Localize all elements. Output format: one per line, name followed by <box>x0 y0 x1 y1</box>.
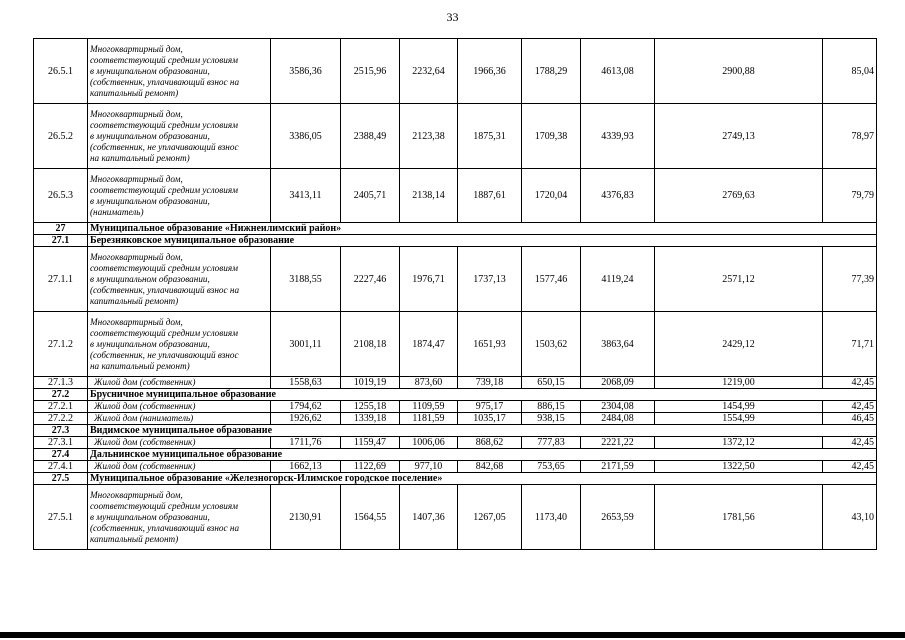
table-row <box>34 437 877 449</box>
value-cell: 1035,17 <box>458 413 522 425</box>
housing-type-description <box>88 485 271 550</box>
value-cell: 1109,59 <box>400 401 458 413</box>
value-cell: 2749,13 <box>655 104 823 169</box>
value-cell: 42,45 <box>823 461 877 473</box>
value-cell: 71,71 <box>823 312 877 377</box>
row-number: 27.2.1 <box>34 401 88 413</box>
value-cell: 739,18 <box>458 377 522 389</box>
description-line: соответствующий средним условиям <box>90 327 238 338</box>
value-cell: 777,83 <box>522 437 581 449</box>
value-cell: 2769,63 <box>655 169 823 223</box>
value-cell: 2130,91 <box>271 485 341 550</box>
description-line: Жилой дом (собственник) <box>94 377 196 387</box>
row-number: 27.1.1 <box>34 247 88 312</box>
value-cell: 4339,93 <box>581 104 655 169</box>
row-number: 27.4 <box>34 449 88 461</box>
value-cell: 2405,71 <box>341 169 400 223</box>
row-number: 27.1.3 <box>34 377 88 389</box>
description-line: (собственник, уплачивающий взнос на <box>90 522 240 533</box>
description-line: капитальный ремонт) <box>90 87 179 98</box>
section-title: Дальнинское муниципальное образование <box>88 449 877 461</box>
section-title: Березняковское муниципальное образование <box>88 235 877 247</box>
description-line: (наниматель) <box>90 206 144 217</box>
row-number: 27.3.1 <box>34 437 88 449</box>
description-line: соответствующий средним условиям <box>90 262 238 273</box>
value-cell: 1564,55 <box>341 485 400 550</box>
value-cell: 2571,12 <box>655 247 823 312</box>
value-cell: 4613,08 <box>581 39 655 104</box>
value-cell: 1181,59 <box>400 413 458 425</box>
description-line: в муниципальном образовании, <box>90 130 210 141</box>
description-line: (собственник, уплачивающий взнос на <box>90 284 240 295</box>
table-row <box>34 461 877 473</box>
value-cell: 650,15 <box>522 377 581 389</box>
description-line: Многоквартирный дом, <box>90 173 183 184</box>
housing-type-description <box>88 377 271 389</box>
value-cell: 3001,11 <box>271 312 341 377</box>
value-cell: 2232,64 <box>400 39 458 104</box>
table-row <box>34 485 877 550</box>
value-cell: 2515,96 <box>341 39 400 104</box>
value-cell: 1173,40 <box>522 485 581 550</box>
description-line: в муниципальном образовании, <box>90 65 210 76</box>
value-cell: 3386,05 <box>271 104 341 169</box>
value-cell: 1709,38 <box>522 104 581 169</box>
value-cell: 79,79 <box>823 169 877 223</box>
row-number: 27.1 <box>34 235 88 247</box>
value-cell: 1875,31 <box>458 104 522 169</box>
description-line: в муниципальном образовании, <box>90 195 210 206</box>
description-line: соответствующий средним условиям <box>90 54 238 65</box>
description-line: на капитальный ремонт) <box>90 152 190 163</box>
value-cell: 1720,04 <box>522 169 581 223</box>
description-line: Многоквартирный дом, <box>90 251 183 262</box>
table-row <box>34 413 877 425</box>
value-cell: 977,10 <box>400 461 458 473</box>
row-number: 27.3 <box>34 425 88 437</box>
description-line: (собственник, уплачивающий взнос на <box>90 76 240 87</box>
table-row <box>34 401 877 413</box>
value-cell: 1788,29 <box>522 39 581 104</box>
value-cell: 2221,22 <box>581 437 655 449</box>
value-cell: 2653,59 <box>581 485 655 550</box>
table-row <box>34 169 877 223</box>
description-line: капитальный ремонт) <box>90 533 179 544</box>
value-cell: 1976,71 <box>400 247 458 312</box>
description-line: в муниципальном образовании, <box>90 511 210 522</box>
value-cell: 4119,24 <box>581 247 655 312</box>
section-title: Видимское муниципальное образование <box>88 425 877 437</box>
value-cell: 975,17 <box>458 401 522 413</box>
value-cell: 1577,46 <box>522 247 581 312</box>
value-cell: 2123,38 <box>400 104 458 169</box>
value-cell: 43,10 <box>823 485 877 550</box>
row-number: 26.5.1 <box>34 39 88 104</box>
value-cell: 42,45 <box>823 377 877 389</box>
value-cell: 1372,12 <box>655 437 823 449</box>
section-row <box>34 235 877 247</box>
value-cell: 3586,36 <box>271 39 341 104</box>
value-cell: 873,60 <box>400 377 458 389</box>
value-cell: 1122,69 <box>341 461 400 473</box>
value-cell: 42,45 <box>823 437 877 449</box>
value-cell: 85,04 <box>823 39 877 104</box>
value-cell: 1255,18 <box>341 401 400 413</box>
housing-type-description <box>88 247 271 312</box>
description-line: Многоквартирный дом, <box>90 43 183 54</box>
value-cell: 1874,47 <box>400 312 458 377</box>
value-cell: 1781,56 <box>655 485 823 550</box>
value-cell: 1267,05 <box>458 485 522 550</box>
description-line: соответствующий средним условиям <box>90 184 238 195</box>
row-number: 27.5.1 <box>34 485 88 550</box>
row-number: 26.5.2 <box>34 104 88 169</box>
description-line: на капитальный ремонт) <box>90 360 190 371</box>
section-title: Брусничное муниципальное образование <box>88 389 877 401</box>
row-number: 27 <box>34 223 88 235</box>
description-line: (собственник, не уплачивающий взнос <box>90 349 239 360</box>
value-cell: 1407,36 <box>400 485 458 550</box>
row-number: 27.1.2 <box>34 312 88 377</box>
value-cell: 2304,08 <box>581 401 655 413</box>
section-row <box>34 223 877 235</box>
value-cell: 2068,09 <box>581 377 655 389</box>
value-cell: 46,45 <box>823 413 877 425</box>
tariff-table <box>33 38 877 550</box>
value-cell: 842,68 <box>458 461 522 473</box>
housing-type-description <box>88 461 271 473</box>
description-line: Жилой дом (собственник) <box>94 437 196 447</box>
housing-type-description <box>88 437 271 449</box>
value-cell: 2900,88 <box>655 39 823 104</box>
value-cell: 1711,76 <box>271 437 341 449</box>
value-cell: 2108,18 <box>341 312 400 377</box>
value-cell: 1887,61 <box>458 169 522 223</box>
value-cell: 3188,55 <box>271 247 341 312</box>
description-line: капитальный ремонт) <box>90 295 179 306</box>
value-cell: 1339,18 <box>341 413 400 425</box>
value-cell: 886,15 <box>522 401 581 413</box>
housing-type-description <box>88 312 271 377</box>
table-row <box>34 312 877 377</box>
value-cell: 42,45 <box>823 401 877 413</box>
description-line: Многоквартирный дом, <box>90 316 183 327</box>
bottom-border <box>0 632 905 638</box>
value-cell: 1926,62 <box>271 413 341 425</box>
section-title: Муниципальное образование «Железногорск-Илимское городское поселение» <box>88 473 877 485</box>
value-cell: 2388,49 <box>341 104 400 169</box>
value-cell: 1019,19 <box>341 377 400 389</box>
description-line: соответствующий средним условиям <box>90 500 238 511</box>
value-cell: 2227,46 <box>341 247 400 312</box>
section-row <box>34 389 877 401</box>
description-line: Многоквартирный дом, <box>90 108 183 119</box>
value-cell: 1737,13 <box>458 247 522 312</box>
value-cell: 2429,12 <box>655 312 823 377</box>
value-cell: 1006,06 <box>400 437 458 449</box>
value-cell: 938,15 <box>522 413 581 425</box>
row-number: 27.5 <box>34 473 88 485</box>
housing-type-description <box>88 401 271 413</box>
value-cell: 1554,99 <box>655 413 823 425</box>
description-line: Жилой дом (собственник) <box>94 461 196 471</box>
description-line: Жилой дом (наниматель) <box>94 413 194 423</box>
value-cell: 1503,62 <box>522 312 581 377</box>
value-cell: 868,62 <box>458 437 522 449</box>
housing-type-description <box>88 39 271 104</box>
value-cell: 1219,00 <box>655 377 823 389</box>
row-number: 27.4.1 <box>34 461 88 473</box>
section-row <box>34 473 877 485</box>
table-row <box>34 377 877 389</box>
value-cell: 78,97 <box>823 104 877 169</box>
section-title: Муниципальное образование «Нижнеилимский район» <box>88 223 877 235</box>
value-cell: 3863,64 <box>581 312 655 377</box>
value-cell: 1794,62 <box>271 401 341 413</box>
housing-type-description <box>88 413 271 425</box>
value-cell: 753,65 <box>522 461 581 473</box>
table-row <box>34 104 877 169</box>
value-cell: 1558,63 <box>271 377 341 389</box>
description-line: (собственник, не уплачивающий взнос <box>90 141 239 152</box>
table-row <box>34 247 877 312</box>
value-cell: 2138,14 <box>400 169 458 223</box>
description-line: соответствующий средним условиям <box>90 119 238 130</box>
value-cell: 1651,93 <box>458 312 522 377</box>
value-cell: 1454,99 <box>655 401 823 413</box>
value-cell: 1662,13 <box>271 461 341 473</box>
section-row <box>34 449 877 461</box>
description-line: в муниципальном образовании, <box>90 338 210 349</box>
value-cell: 77,39 <box>823 247 877 312</box>
value-cell: 2484,08 <box>581 413 655 425</box>
housing-type-description <box>88 104 271 169</box>
value-cell: 1159,47 <box>341 437 400 449</box>
row-number: 27.2 <box>34 389 88 401</box>
housing-type-description <box>88 169 271 223</box>
description-line: в муниципальном образовании, <box>90 273 210 284</box>
value-cell: 1966,36 <box>458 39 522 104</box>
section-row <box>34 425 877 437</box>
value-cell: 4376,83 <box>581 169 655 223</box>
page-number: 33 <box>446 10 459 24</box>
value-cell: 1322,50 <box>655 461 823 473</box>
row-number: 27.2.2 <box>34 413 88 425</box>
table-row <box>34 39 877 104</box>
row-number: 26.5.3 <box>34 169 88 223</box>
value-cell: 2171,59 <box>581 461 655 473</box>
value-cell: 3413,11 <box>271 169 341 223</box>
description-line: Многоквартирный дом, <box>90 489 183 500</box>
description-line: Жилой дом (собственник) <box>94 401 196 411</box>
